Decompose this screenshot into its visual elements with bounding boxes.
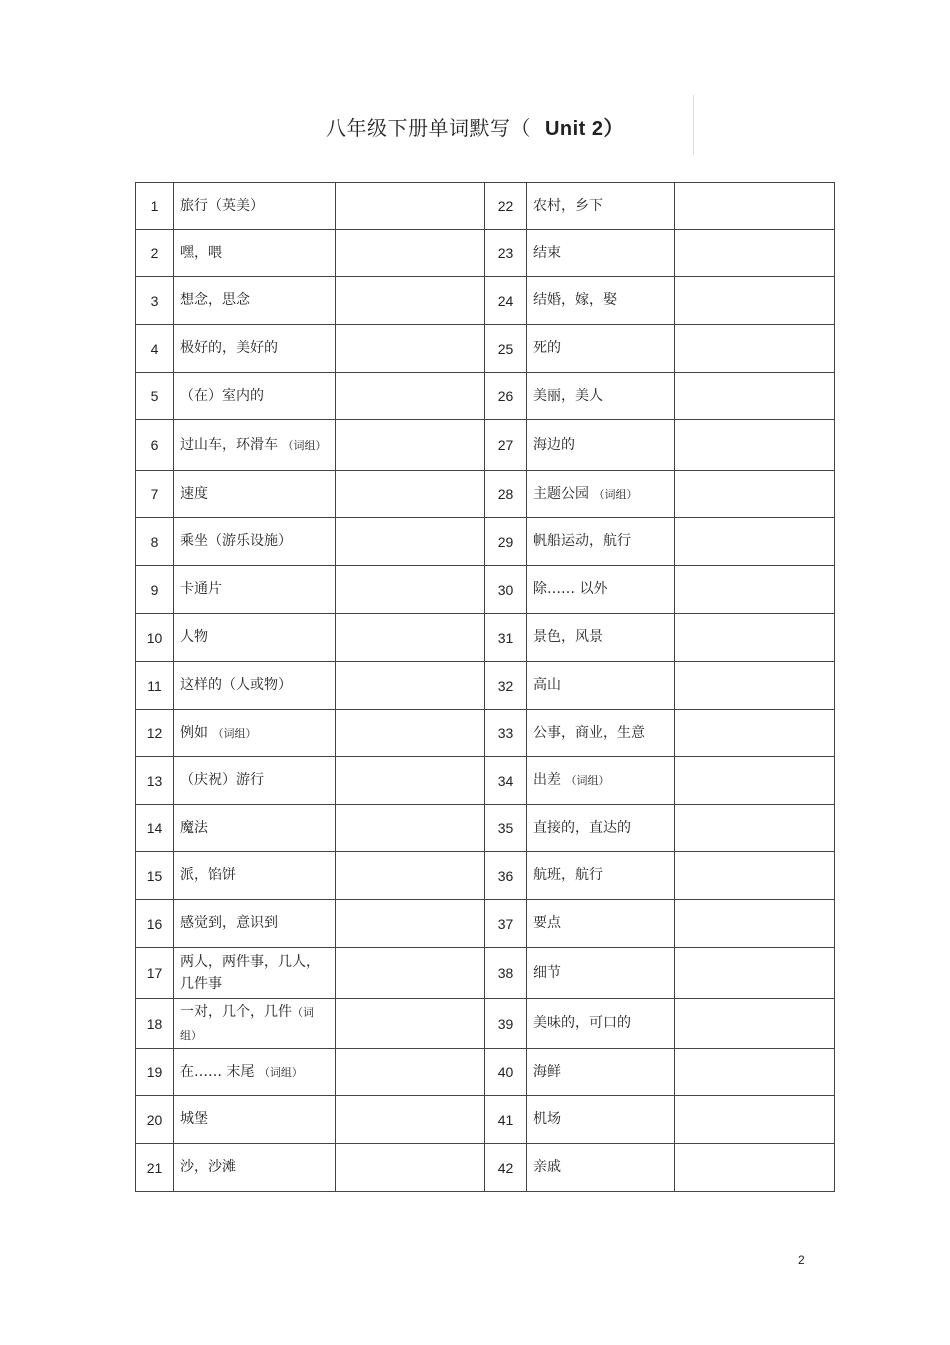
number-text: 23 bbox=[497, 245, 514, 261]
meaning-text: 要点 bbox=[533, 915, 561, 931]
word-meaning bbox=[174, 1144, 336, 1192]
word-number bbox=[136, 518, 174, 566]
word-meaning bbox=[174, 373, 336, 420]
number-text: 32 bbox=[497, 677, 514, 694]
word-meaning bbox=[527, 805, 675, 852]
word-number bbox=[485, 471, 527, 518]
word-number bbox=[136, 710, 174, 757]
meaning-text: 航班，航行 bbox=[533, 867, 603, 883]
meaning-text: 美味的，可口的 bbox=[533, 1015, 631, 1031]
word-meaning bbox=[527, 277, 675, 325]
meaning-note: （词组） bbox=[593, 487, 638, 501]
word-number bbox=[485, 230, 527, 277]
word-number bbox=[485, 852, 527, 900]
number-text: 24 bbox=[497, 292, 514, 309]
table-row bbox=[136, 805, 835, 852]
number-text: 28 bbox=[497, 486, 514, 502]
meaning-text: 想念，思念 bbox=[180, 292, 250, 308]
word-number bbox=[136, 805, 174, 852]
number-text: 33 bbox=[497, 725, 514, 741]
word-number bbox=[136, 373, 174, 420]
number-text: 26 bbox=[497, 388, 514, 404]
word-meaning bbox=[527, 1049, 675, 1096]
meaning-text: 美丽，美人 bbox=[533, 387, 603, 404]
answer-cell[interactable] bbox=[675, 662, 835, 710]
number-text: 1 bbox=[150, 198, 159, 214]
number-text: 31 bbox=[497, 629, 514, 646]
answer-cell[interactable] bbox=[675, 999, 835, 1049]
title-unit: Unit 2） bbox=[544, 118, 625, 140]
table-row bbox=[136, 757, 835, 805]
word-meaning bbox=[527, 1096, 675, 1144]
answer-cell[interactable] bbox=[336, 662, 485, 710]
number-text: 30 bbox=[497, 581, 514, 598]
answer-cell[interactable] bbox=[675, 1144, 835, 1192]
number-text: 2 bbox=[150, 245, 159, 261]
number-text: 25 bbox=[497, 340, 514, 357]
number-text: 10 bbox=[146, 629, 163, 646]
word-number bbox=[485, 662, 527, 710]
table-row bbox=[136, 277, 835, 325]
number-text: 19 bbox=[146, 1064, 163, 1080]
vocabulary-table bbox=[135, 182, 835, 1192]
word-number bbox=[485, 710, 527, 757]
word-number bbox=[136, 757, 174, 805]
word-meaning bbox=[174, 757, 336, 805]
divider-line bbox=[693, 95, 694, 155]
meaning-text: 直接的，直达的 bbox=[533, 819, 631, 836]
word-meaning bbox=[527, 900, 675, 948]
word-number bbox=[136, 852, 174, 900]
word-number bbox=[136, 614, 174, 662]
answer-cell[interactable] bbox=[336, 325, 485, 373]
answer-cell[interactable] bbox=[336, 948, 485, 999]
answer-cell[interactable] bbox=[675, 852, 835, 900]
answer-cell[interactable] bbox=[675, 471, 835, 518]
answer-cell[interactable] bbox=[336, 1096, 485, 1144]
word-number bbox=[136, 230, 174, 277]
word-meaning bbox=[527, 662, 675, 710]
number-text: 38 bbox=[497, 965, 514, 981]
number-text: 12 bbox=[146, 725, 163, 741]
word-meaning bbox=[527, 373, 675, 420]
number-text: 42 bbox=[497, 1159, 514, 1176]
answer-cell[interactable] bbox=[675, 948, 835, 999]
table-row bbox=[136, 230, 835, 277]
meaning-text: （庆祝）游行 bbox=[180, 772, 264, 788]
answer-cell[interactable] bbox=[675, 805, 835, 852]
answer-cell[interactable] bbox=[336, 757, 485, 805]
word-number bbox=[136, 999, 174, 1049]
word-meaning bbox=[527, 230, 675, 277]
meaning-text: 除…… 以外 bbox=[533, 581, 608, 597]
meaning-note: （词组） bbox=[180, 1005, 314, 1042]
table-row bbox=[136, 518, 835, 566]
table-row bbox=[136, 852, 835, 900]
word-meaning bbox=[527, 566, 675, 614]
word-meaning bbox=[527, 948, 675, 999]
word-number bbox=[136, 471, 174, 518]
answer-cell[interactable] bbox=[675, 566, 835, 614]
answer-cell[interactable] bbox=[336, 277, 485, 325]
answer-cell[interactable] bbox=[336, 805, 485, 852]
word-number bbox=[136, 325, 174, 373]
meaning-text: 魔法 bbox=[180, 819, 208, 836]
meaning-text: 这样的（人或物） bbox=[180, 677, 292, 693]
meaning-text: 极好的，美好的 bbox=[180, 340, 278, 356]
word-number bbox=[485, 183, 527, 230]
word-meaning bbox=[527, 852, 675, 900]
number-text: 27 bbox=[497, 437, 514, 453]
number-text: 11 bbox=[147, 677, 162, 694]
word-number bbox=[485, 757, 527, 805]
number-text: 20 bbox=[146, 1111, 163, 1128]
answer-cell[interactable] bbox=[675, 710, 835, 757]
word-meaning bbox=[527, 518, 675, 566]
meaning-text: 帆船运动，航行 bbox=[533, 533, 631, 549]
word-number bbox=[485, 614, 527, 662]
answer-cell[interactable] bbox=[336, 999, 485, 1049]
table-row bbox=[136, 1096, 835, 1144]
meaning-text: 高山 bbox=[533, 677, 561, 693]
meaning-text: 过山车，环滑车 bbox=[180, 436, 283, 453]
table-row bbox=[136, 614, 835, 662]
table-row bbox=[136, 566, 835, 614]
word-number bbox=[485, 566, 527, 614]
number-text: 29 bbox=[497, 533, 514, 550]
meaning-text: 在…… 末尾 bbox=[180, 1063, 259, 1080]
meaning-note: （词组） bbox=[258, 1065, 303, 1079]
word-meaning bbox=[174, 614, 336, 662]
number-text: 4 bbox=[150, 340, 159, 357]
word-meaning bbox=[174, 900, 336, 948]
word-number bbox=[485, 373, 527, 420]
table-row bbox=[136, 999, 835, 1049]
number-text: 5 bbox=[150, 388, 159, 404]
meaning-text: 细节 bbox=[533, 964, 561, 981]
meaning-text: （在）室内的 bbox=[180, 387, 264, 404]
number-text: 16 bbox=[146, 915, 163, 932]
number-text: 36 bbox=[497, 867, 514, 884]
word-number bbox=[485, 900, 527, 948]
answer-cell[interactable] bbox=[336, 1049, 485, 1096]
answer-cell[interactable] bbox=[336, 1144, 485, 1192]
word-meaning bbox=[174, 805, 336, 852]
number-text: 13 bbox=[146, 772, 163, 789]
meaning-text: 死的 bbox=[533, 340, 561, 356]
table-row bbox=[136, 325, 835, 373]
answer-cell[interactable] bbox=[336, 566, 485, 614]
word-number bbox=[136, 420, 174, 471]
word-meaning bbox=[527, 471, 675, 518]
word-meaning bbox=[174, 325, 336, 373]
answer-cell[interactable] bbox=[336, 614, 485, 662]
number-text: 40 bbox=[497, 1064, 514, 1080]
meaning-text: 公事，商业，生意 bbox=[533, 724, 645, 741]
answer-cell[interactable] bbox=[336, 518, 485, 566]
word-number bbox=[136, 1049, 174, 1096]
word-number bbox=[485, 325, 527, 373]
table-row bbox=[136, 373, 835, 420]
table-row bbox=[136, 710, 835, 757]
table-row bbox=[136, 662, 835, 710]
meaning-note: （词组） bbox=[282, 438, 327, 452]
answer-cell[interactable] bbox=[675, 420, 835, 471]
number-text: 15 bbox=[146, 867, 163, 884]
meaning-text: 派，馅饼 bbox=[180, 867, 236, 883]
word-meaning bbox=[174, 518, 336, 566]
answer-cell[interactable] bbox=[675, 518, 835, 566]
meaning-text: 机场 bbox=[533, 1111, 561, 1127]
word-meaning bbox=[174, 277, 336, 325]
word-number bbox=[136, 662, 174, 710]
meaning-text: 主题公园 bbox=[533, 485, 594, 502]
word-meaning bbox=[527, 757, 675, 805]
word-number bbox=[136, 948, 174, 999]
word-number bbox=[136, 1096, 174, 1144]
word-meaning bbox=[174, 662, 336, 710]
answer-cell[interactable] bbox=[675, 277, 835, 325]
word-number bbox=[485, 420, 527, 471]
table-row bbox=[136, 1144, 835, 1192]
word-number bbox=[136, 183, 174, 230]
word-meaning bbox=[174, 710, 336, 757]
number-text: 34 bbox=[497, 772, 514, 789]
number-text: 7 bbox=[150, 486, 159, 502]
meaning-text: 两人，两件事，几人，几件事 bbox=[180, 953, 320, 992]
answer-cell[interactable] bbox=[336, 420, 485, 471]
table-row bbox=[136, 471, 835, 518]
answer-cell[interactable] bbox=[336, 373, 485, 420]
word-meaning bbox=[174, 948, 336, 999]
word-meaning bbox=[527, 1144, 675, 1192]
meaning-text: 卡通片 bbox=[180, 581, 222, 597]
word-number bbox=[485, 277, 527, 325]
word-meaning bbox=[527, 614, 675, 662]
meaning-text: 速度 bbox=[180, 485, 208, 502]
word-meaning bbox=[527, 325, 675, 373]
answer-cell[interactable] bbox=[675, 230, 835, 277]
meaning-note: （词组） bbox=[565, 774, 610, 787]
word-meaning bbox=[174, 1096, 336, 1144]
word-meaning bbox=[174, 1049, 336, 1096]
word-meaning bbox=[174, 999, 336, 1049]
answer-cell[interactable] bbox=[336, 710, 485, 757]
meaning-text: 出差 bbox=[533, 772, 566, 788]
meaning-text: 乘坐（游乐设施） bbox=[180, 533, 292, 549]
meaning-text: 旅行（英美） bbox=[180, 197, 264, 214]
page-title bbox=[0, 112, 950, 141]
word-number bbox=[485, 1096, 527, 1144]
number-text: 18 bbox=[146, 1015, 163, 1032]
meaning-text: 嘿，喂 bbox=[180, 244, 222, 261]
word-meaning bbox=[174, 852, 336, 900]
answer-cell[interactable] bbox=[675, 614, 835, 662]
word-meaning bbox=[174, 566, 336, 614]
answer-cell[interactable] bbox=[675, 1096, 835, 1144]
table-row bbox=[136, 900, 835, 948]
answer-cell[interactable] bbox=[336, 900, 485, 948]
meaning-text: 人物 bbox=[180, 629, 208, 645]
meaning-text: 一对，几个，几件 bbox=[180, 1003, 292, 1020]
word-number bbox=[136, 900, 174, 948]
number-text: 8 bbox=[150, 533, 159, 550]
answer-cell[interactable] bbox=[675, 373, 835, 420]
number-text: 37 bbox=[497, 915, 514, 932]
table-row bbox=[136, 1049, 835, 1096]
title-text: 八年级下册单词默写（ bbox=[325, 116, 531, 140]
answer-cell[interactable] bbox=[336, 183, 485, 230]
word-number bbox=[485, 518, 527, 566]
page-number: 2 bbox=[798, 1253, 805, 1267]
meaning-text: 例如 bbox=[180, 724, 213, 741]
number-text: 39 bbox=[497, 1015, 514, 1032]
table-row bbox=[136, 948, 835, 999]
table-row bbox=[136, 420, 835, 471]
number-text: 3 bbox=[150, 292, 159, 309]
word-meaning bbox=[527, 183, 675, 230]
meaning-text: 沙，沙滩 bbox=[180, 1159, 236, 1175]
meaning-text: 亲戚 bbox=[533, 1159, 561, 1175]
meaning-text: 感觉到，意识到 bbox=[180, 915, 278, 931]
answer-cell[interactable] bbox=[675, 183, 835, 230]
word-number bbox=[136, 566, 174, 614]
number-text: 41 bbox=[497, 1111, 514, 1128]
answer-cell[interactable] bbox=[675, 325, 835, 373]
number-text: 22 bbox=[497, 198, 514, 214]
number-text: 6 bbox=[150, 437, 159, 453]
number-text: 14 bbox=[146, 820, 163, 836]
word-number bbox=[485, 805, 527, 852]
answer-cell[interactable] bbox=[675, 1049, 835, 1096]
word-meaning bbox=[174, 183, 336, 230]
word-meaning bbox=[527, 420, 675, 471]
word-meaning bbox=[527, 710, 675, 757]
number-text: 9 bbox=[150, 581, 159, 598]
meaning-text: 海边的 bbox=[533, 436, 575, 453]
word-meaning bbox=[174, 420, 336, 471]
meaning-text: 城堡 bbox=[180, 1111, 208, 1127]
word-number bbox=[485, 1049, 527, 1096]
word-number bbox=[485, 948, 527, 999]
answer-cell[interactable] bbox=[336, 230, 485, 277]
meaning-note: （词组） bbox=[212, 726, 257, 740]
answer-cell[interactable] bbox=[336, 471, 485, 518]
meaning-text: 结束 bbox=[533, 244, 561, 261]
word-meaning bbox=[174, 471, 336, 518]
number-text: 17 bbox=[146, 965, 163, 981]
answer-cell[interactable] bbox=[336, 852, 485, 900]
meaning-text: 农村，乡下 bbox=[533, 197, 603, 214]
word-number bbox=[485, 999, 527, 1049]
word-number bbox=[136, 277, 174, 325]
table-row bbox=[136, 183, 835, 230]
answer-cell[interactable] bbox=[675, 757, 835, 805]
meaning-text: 结婚，嫁，娶 bbox=[533, 292, 617, 308]
number-text: 21 bbox=[146, 1159, 163, 1176]
number-text: 35 bbox=[497, 820, 514, 836]
meaning-text: 景色，风景 bbox=[533, 629, 603, 645]
word-meaning bbox=[527, 999, 675, 1049]
word-number bbox=[136, 1144, 174, 1192]
word-number bbox=[485, 1144, 527, 1192]
word-meaning bbox=[174, 230, 336, 277]
answer-cell[interactable] bbox=[675, 900, 835, 948]
meaning-text: 海鲜 bbox=[533, 1063, 561, 1080]
